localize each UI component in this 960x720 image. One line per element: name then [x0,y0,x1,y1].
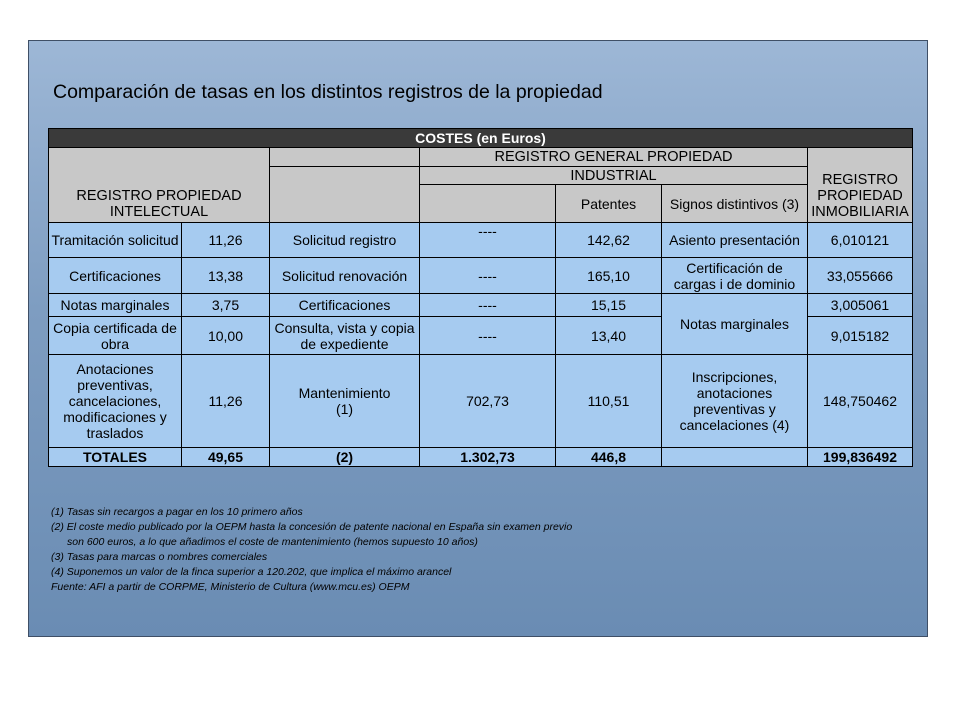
inmo-value: 9,015182 [808,317,913,355]
inmo-label-notas: Notas marginales [662,294,808,355]
inmo-label: Certificación de cargas i de dominio [662,258,808,294]
inmo-value: 3,005061 [808,294,913,317]
industrial-label: Mantenimiento (1) [270,355,420,448]
header-spacer-right [420,185,556,223]
footnotes [51,505,572,595]
totals-inmo-label [662,448,808,467]
header-patentes: Patentes [556,185,662,223]
intel-value: 10,00 [182,317,270,355]
inmo-label: Asiento presentación [662,223,808,258]
note-4: (4) Suponemos un valor de la finca superior a 120.202, que implica el máximo arancel [51,566,452,578]
intel-label: Tramitación solicitud [49,223,182,258]
inmo-label: Inscripciones, anotaciones preventivas y cancelaciones (4) [662,355,808,448]
inmo-value: 33,055666 [808,258,913,294]
table-row [49,355,913,448]
header-spacer-mid [270,167,420,223]
intel-value: 11,26 [182,355,270,448]
header-intelectual: REGISTRO PROPIEDAD INTELECTUAL [49,148,270,223]
slide-panel [28,40,928,637]
note-1: (1) Tasas sin recargos a pagar en los 10 primero años [51,506,303,518]
header-industrial: INDUSTRIAL [420,167,808,185]
totals-row [49,448,913,467]
note-source: Fuente: AFI a partir de CORPME, Ministerio de Cultura (www.mcu.es) OEPM [51,581,410,593]
header-general: REGISTRO GENERAL PROPIEDAD [420,148,808,167]
signos-value: 15,15 [556,294,662,317]
signos-value: 142,62 [556,223,662,258]
totals-label: TOTALES [49,448,182,467]
table-row [49,294,913,317]
totals-intel: 49,65 [182,448,270,467]
signos-value: 110,51 [556,355,662,448]
header-inmobiliaria: REGISTRO PROPIEDAD INMOBILIARIA [808,148,913,223]
intel-value: 13,38 [182,258,270,294]
industrial-label: Consulta, vista y copia de expediente [270,317,420,355]
inmo-value: 6,010121 [808,223,913,258]
intel-label: Anotaciones preventivas, cancelaciones, modificaciones y traslados [49,355,182,448]
intel-value: 11,26 [182,223,270,258]
fees-table [48,128,913,467]
header-spacer-left [270,148,420,167]
patentes-value: ---- [420,258,556,294]
patentes-value: 702,73 [420,355,556,448]
slide-title: Comparación de tasas en los distintos registros de la propiedad [53,81,603,103]
intel-label: Notas marginales [49,294,182,317]
patentes-value: ---- [420,223,556,258]
patentes-value: ---- [420,294,556,317]
note-2a: (2) El coste medio publicado por la OEPM hasta la concesión de patente nacional en España sin examen previo [51,521,573,533]
inmo-value: 148,750462 [808,355,913,448]
totals-industrial: (2) [270,448,420,467]
table-row [49,258,913,294]
signos-value: 165,10 [556,258,662,294]
totals-inmo-value: 199,836492 [808,448,913,467]
table-row [49,223,913,258]
totals-patentes: 1.302,73 [420,448,556,467]
signos-value: 13,40 [556,317,662,355]
intel-value: 3,75 [182,294,270,317]
industrial-label: Solicitud renovación [270,258,420,294]
industrial-label: Solicitud registro [270,223,420,258]
patentes-value: ---- [420,317,556,355]
note-2b: son 600 euros, a lo que añadimos el coste de mantenimiento (hemos supuesto 10 años) [67,536,478,548]
header-signos: Signos distintivos (3) [662,185,808,223]
totals-signos: 446,8 [556,448,662,467]
note-3: (3) Tasas para marcas o nombres comerciales [51,551,268,563]
intel-label: Certificaciones [49,258,182,294]
industrial-label: Certificaciones [270,294,420,317]
intel-label: Copia certificada de obra [49,317,182,355]
header-costes: COSTES (en Euros) [49,129,913,148]
